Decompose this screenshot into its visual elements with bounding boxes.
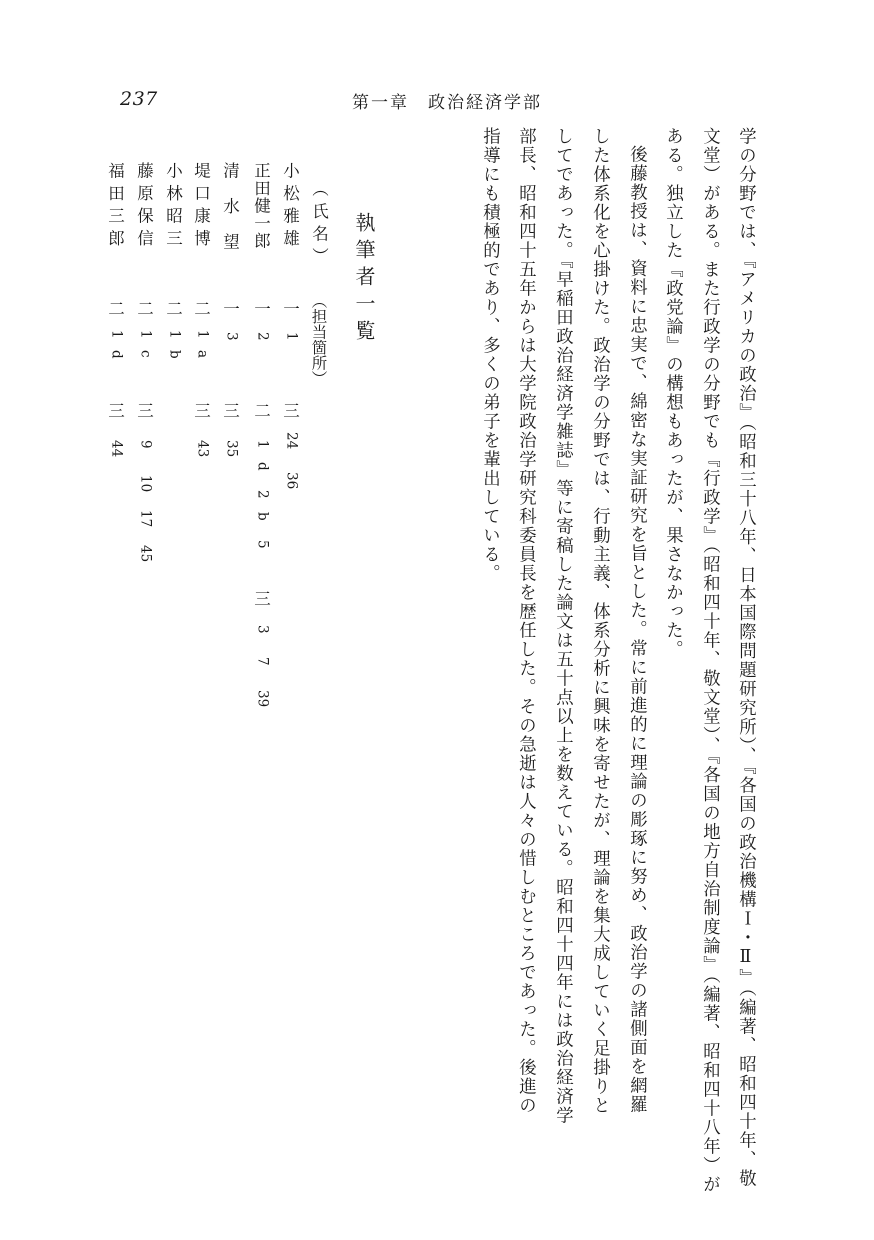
contributor-section: 43 — [194, 440, 211, 458]
contributor-section: b — [166, 350, 183, 359]
contributor-section: 二 — [105, 300, 125, 317]
contributor-section: 1 — [108, 330, 125, 339]
contributor-section: 2 — [254, 490, 271, 499]
contributor-section: b — [254, 512, 271, 521]
body-line: 文堂）がある。また行政学の分野でも『行政学』（昭和四十年、敬文堂）、『各国の地方自治制度論』（編著、昭和四十八年）が — [699, 127, 720, 1195]
contributor-section: 三 — [105, 402, 125, 419]
body-line: 後藤教授は、資料に忠実で、綿密な実証研究を旨とした。常に前進的に理論の彫琢に努め、政治学の諸側面を網羅 — [626, 145, 647, 1114]
contributor-section: 3 — [223, 332, 240, 341]
list-header-name: （氏名） — [309, 180, 329, 270]
contributor-name: 正田健一郎 — [251, 162, 271, 250]
contributor-name: 清水望 — [220, 162, 240, 269]
contributor-section: 1 — [137, 330, 154, 339]
contributor-section: c — [137, 350, 154, 358]
body-line: 学の分野では、『アメリカの政治』（昭和三十八年、日本国際問題研究所）、『各国の政治機構Ｉ・Ⅱ』（編著、昭和四十年、敬 — [735, 127, 756, 1189]
contributor-section: 1 — [254, 440, 271, 449]
contributor-section: 45 — [137, 545, 154, 563]
contributor-section: 二 — [251, 402, 271, 419]
contributor-section: 三 — [134, 402, 154, 419]
contributor-section: 1 — [194, 330, 211, 339]
contributor-section: 三 — [280, 402, 300, 419]
contributor-section: 5 — [254, 540, 271, 549]
body-line: してであった。『早稲田政治経済学雑誌』等に寄稿した論文は五十点以上を数えている。昭和四十四年には政治経済学 — [552, 127, 573, 1126]
contributor-section: 二 — [134, 300, 154, 317]
contributor-name: 堤口康博 — [191, 162, 211, 252]
page-number: 237 — [120, 88, 158, 110]
contributor-section: 10 — [137, 475, 154, 493]
contributor-name: 小松雅雄 — [280, 162, 300, 252]
contributor-section: a — [194, 350, 211, 359]
contributor-section: 39 — [254, 690, 271, 708]
contributor-section: 1 — [283, 332, 300, 341]
body-line: ある。独立した『政党論』の構想もあったが、果さなかった。 — [662, 127, 683, 659]
contributor-name: 小林昭三 — [163, 162, 183, 252]
contributor-section: 二 — [163, 300, 183, 317]
contributor-section: 一 — [251, 300, 271, 317]
body-line: した体系化を心掛けた。政治学の分野では、行動主義、体系分析に興味を寄せたが、理論を集大成していく足掛りと — [589, 127, 610, 1115]
contributor-section: 24 — [283, 432, 300, 450]
running-header: 第一章 政治経済学部 — [352, 93, 542, 113]
contributor-section: 44 — [108, 440, 125, 458]
contributor-section: 三 — [191, 402, 211, 419]
contributor-section: 三 — [251, 590, 271, 607]
contributor-section: d — [108, 350, 125, 359]
contributor-section: 1 — [166, 330, 183, 339]
contributor-section: 17 — [137, 510, 154, 528]
contributor-name: 福田三郎 — [105, 162, 125, 252]
contributor-section: 36 — [283, 472, 300, 490]
contributor-section: 3 — [254, 625, 271, 634]
body-line: 部長、昭和四十五年からは大学院政治学研究科委員長を歴任した。その急逝は人々の惜しむところであった。後進の — [515, 127, 536, 1115]
list-title: 執筆者一覧 — [352, 212, 376, 347]
contributor-section: 一 — [280, 300, 300, 317]
contributor-section: d — [254, 462, 271, 471]
contributor-section: 三 — [220, 402, 240, 419]
contributor-section: 35 — [223, 440, 240, 458]
contributor-section: 二 — [191, 300, 211, 317]
list-header-part: （担当箇所） — [309, 293, 328, 386]
contributor-section: 7 — [254, 657, 271, 666]
contributor-section: 9 — [137, 440, 154, 449]
body-line: 指導にも積極的であり、多くの弟子を輩出している。 — [479, 127, 500, 583]
contributor-section: 2 — [254, 332, 271, 341]
contributor-section: 一 — [220, 300, 240, 317]
contributor-name: 藤原保信 — [134, 162, 154, 252]
